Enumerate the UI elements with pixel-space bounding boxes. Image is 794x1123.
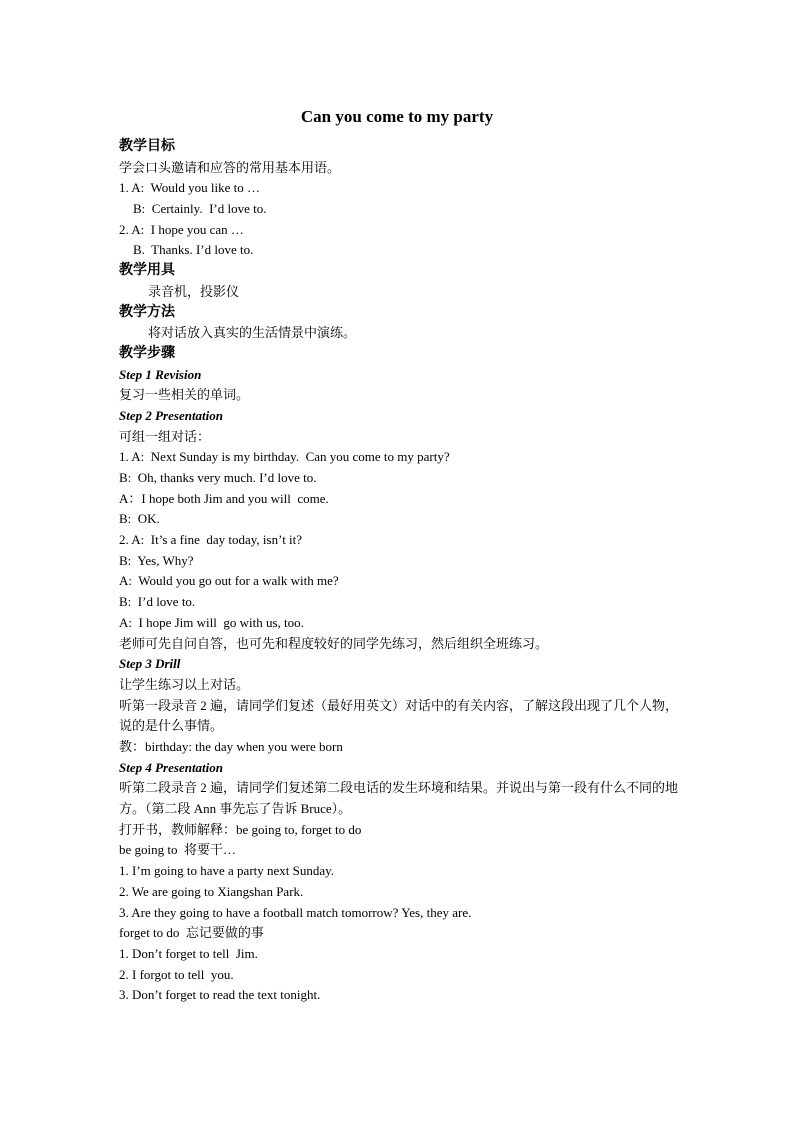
- document-body: [119, 137, 679, 1006]
- step3-text: 让学生练习以上对话。: [119, 676, 250, 692]
- steps-heading: 教学步骤: [119, 345, 175, 361]
- example-sentence: 2. We are going to Xiangshan Park.: [119, 883, 304, 899]
- step4-listening-text: 听第二段录音 2 遍，请同学们复述第二段电话的发生环境和结果。并说出与第一段有什么不同的地方。（第二段 Ann 事先忘了告诉 Bruce）。: [119, 780, 679, 817]
- be-going-to-label: be going to 将要干…: [119, 842, 236, 858]
- dialogue-line: B: Yes, Why?: [119, 552, 194, 568]
- step4-heading: Step 4 Presentation: [119, 759, 224, 775]
- step2-note: 老师可先自问自答，也可先和程度较好的同学先练习，然后组织全班练习。: [119, 635, 549, 651]
- objective-heading: 教学目标: [119, 139, 175, 154]
- example-sentence: 1. Don’t forget to tell Jim.: [119, 945, 258, 961]
- method-text: 将对话放入真实的生活情景中演练。: [148, 325, 357, 341]
- forget-to-do-label: forget to do 忘记要做的事: [119, 925, 264, 941]
- dialogue-line: 2. A: It’s a fine day today, isn’t it?: [119, 532, 303, 548]
- example-sentence: 3. Don’t forget to read the text tonight.: [119, 987, 321, 1003]
- step2-intro: 可组一组对话：: [119, 428, 211, 444]
- objective-text: 学会口头邀请和应答的常用基本用语。: [119, 159, 341, 175]
- objective-dialogue-line: B: Certainly. I’d love to.: [133, 201, 267, 217]
- objective-dialogue-line: 1. A: Would you like to …: [119, 180, 260, 196]
- example-sentence: 1. I’m going to have a party next Sunday.: [119, 863, 335, 879]
- method-heading: 教学方法: [119, 304, 175, 320]
- dialogue-line: B: I’d love to.: [119, 594, 196, 610]
- dialogue-line: A：I hope both Jim and you will come.: [119, 490, 329, 506]
- step2-heading: Step 2 Presentation: [119, 407, 224, 423]
- dialogue-line: B: OK.: [119, 511, 160, 527]
- tools-heading: 教学用具: [119, 263, 175, 279]
- tools-text: 录音机，投影仪: [148, 283, 240, 299]
- dialogue-line: A: I hope Jim will go with us, too.: [119, 614, 304, 630]
- step1-text: 复习一些相关的单词。: [119, 387, 250, 403]
- dialogue-line: 1. A: Next Sunday is my birthday. Can you come to my party?: [119, 449, 450, 465]
- step4-explain: 打开书，教师解释：be going to, forget to do: [119, 821, 362, 837]
- dialogue-line: B: Oh, thanks very much. I’d love to.: [119, 470, 317, 485]
- example-sentence: 3. Are they going to have a football match tomorrow? Yes, they are.: [119, 904, 472, 920]
- step1-heading: Step 1 Revision: [119, 366, 202, 382]
- dialogue-line: A: Would you go out for a walk with me?: [119, 573, 339, 589]
- example-sentence: 2. I forgot to tell you.: [119, 966, 234, 982]
- step3-vocab: 教：birthday: the day when you were born: [119, 738, 343, 754]
- step3-listening-text: 听第一段录音 2 遍，请同学们复述（最好用英文）对话中的有关内容，了解这段出现了几个人物，说的是什么事情。: [119, 697, 679, 734]
- step3-heading: Step 3 Drill: [119, 656, 181, 672]
- objective-dialogue-line: 2. A: I hope you can …: [119, 221, 244, 237]
- objective-dialogue-line: B. Thanks. I’d love to.: [133, 242, 254, 258]
- document-title: Can you come to my party: [300, 107, 494, 126]
